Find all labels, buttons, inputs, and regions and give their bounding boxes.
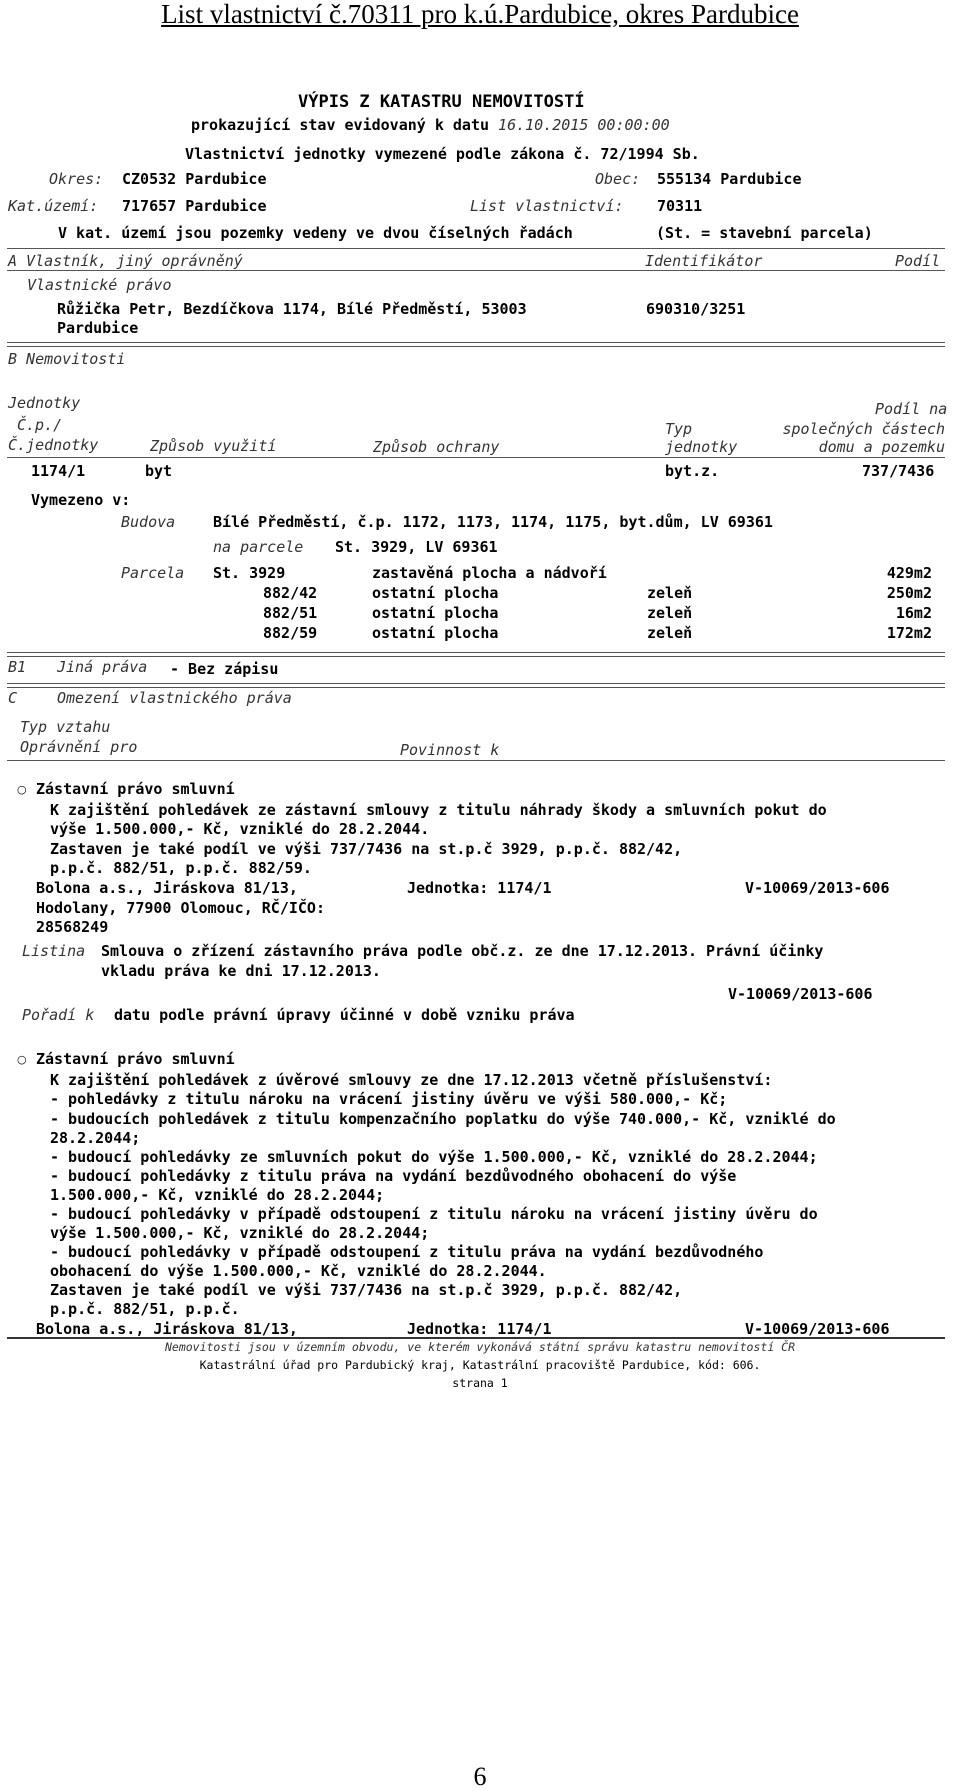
creditor-line: Hodolany, 77900 Olomouc, RČ/IČO: (36, 899, 325, 917)
doc-subtitle (191, 116, 670, 134)
divider (7, 683, 945, 688)
bullet-icon: ○ (17, 783, 27, 796)
col-share: Podíl (895, 252, 941, 270)
entry-unit: Jednotka: 1174/1 (407, 879, 552, 897)
parcel-label: Parcela (121, 564, 185, 582)
doc-subtitle-date: 16.10.2015 00:00:00 (498, 116, 670, 134)
okres-value: CZ0532 Pardubice (122, 170, 267, 188)
col-identifier: Identifikátor (645, 252, 763, 270)
entry-line: - budoucí pohledávky ze smluvních pokut do výše 1.500.000,- Kč, vzniklé do 28.2.2044; (50, 1148, 818, 1166)
parcel-area: 172m2 (886, 624, 932, 642)
entry-line: výše 1.500.000,- Kč, vzniklé do 28.2.2044. (50, 820, 430, 838)
obec-label: Obec: (595, 170, 641, 188)
section-c-heading: Omezení vlastnického práva (57, 689, 292, 707)
page-number: 6 (473, 1762, 487, 1791)
owner-name: Růžička Petr, Bezdíčkova 1174, Bílé Předměstí, 53003 (57, 300, 527, 318)
obec-value: 555134 Pardubice (657, 170, 802, 188)
col-type-1: Typ (665, 420, 693, 438)
defined-by-label: Vymezeno v: (31, 491, 131, 509)
parcel-area: 16m2 (895, 604, 932, 622)
listina-label: Listina (22, 942, 86, 960)
footer-line: Katastrální úřad pro Pardubický kraj, Katastrální pracoviště Pardubice, kód: 606. (199, 1358, 761, 1372)
divider (7, 342, 945, 347)
parcel-kind: ostatní plocha (372, 584, 499, 602)
col-unit: Č.jednotky (8, 436, 99, 454)
parcel-number: 882/42 (263, 584, 318, 602)
building-value: Bílé Předměstí, č.p. 1172, 1173, 1174, 1175, byt.dům, LV 69361 (213, 513, 773, 531)
katuzemi-label: Kat.území: (8, 197, 99, 215)
section-c-code: C (8, 689, 18, 707)
entry-line: - budoucích pohledávek z titulu kompenzačního poplatku do výše 740.000,- Kč, vzniklé do (50, 1110, 836, 1128)
parcel-kind: ostatní plocha (372, 624, 499, 642)
footer-line: Nemovitosti jsou v územním obvodu, ve kterém vykonává státní správu katastru nemovitostí ČR (164, 1340, 796, 1354)
parcel-number: 882/51 (263, 604, 318, 622)
entry-line: Zastaven je také podíl ve výši 737/7436 na st.p.č 3929, p.p.č. 882/42, (50, 840, 683, 858)
col-use: Způsob využití (150, 437, 277, 455)
unit-share: 737/7436 (862, 462, 935, 480)
section-b1-value: - Bez zápisu (170, 660, 279, 678)
entry-line: výše 1.500.000,- Kč, vzniklé do 28.2.2044; (50, 1224, 430, 1242)
col-type-2: jednotky (665, 438, 738, 456)
entry-line: 28.2.2044; (50, 1129, 141, 1147)
lv-value: 70311 (657, 197, 703, 215)
col-share-3: domu a pozemku (818, 438, 945, 456)
unit-type: byt.z. (665, 462, 720, 480)
entry-line: - budoucí pohledávky z titulu práva na vydání bezdůvodného obohacení do výše (50, 1167, 737, 1185)
col-protection: Způsob ochrany (373, 438, 500, 456)
ownership-right-label: Vlastnické právo (27, 276, 172, 294)
divider (7, 248, 945, 249)
entry-line: Zastaven je také podíl ve výši 737/7436 na st.p.č 3929, p.p.č. 882/42, (50, 1281, 683, 1299)
parcel-number: St. 3929 (213, 564, 286, 582)
building-label: Budova (121, 513, 176, 531)
creditor-line: 28568249 (36, 918, 109, 936)
unit-use: byt (145, 462, 173, 480)
entry-line: K zajištění pohledávek z úvěrové smlouvy ze dne 17.12.2013 včetně příslušenství: (50, 1071, 773, 1089)
entry-line: p.p.č. 882/51, p.p.č. (50, 1300, 240, 1318)
col-cp: Č.p./ (17, 416, 63, 434)
col-share-1: Podíl na (875, 400, 948, 418)
lv-label: List vlastnictví: (470, 197, 624, 215)
doc-subtitle-prefix: prokazující stav evidovaný k datu (191, 116, 490, 134)
owner-city: Pardubice (57, 319, 139, 337)
listina-line: vkladu práva ke dni 17.12.2013. (101, 962, 381, 980)
section-b-heading: B Nemovitosti (8, 350, 126, 368)
entry-line: - pohledávky z titulu nároku na vrácení jistiny úvěru ve výši 580.000,- Kč; (50, 1090, 728, 1108)
listina-ref: V-10069/2013-606 (728, 985, 873, 1003)
parcel-number: 882/59 (263, 624, 318, 642)
entry-line: 1.500.000,- Kč, vzniklé do 28.2.2044; (50, 1186, 385, 1204)
entry-line: - budoucí pohledávky v případě odstoupení z titulu nároku na vrácení jistiny úvěru do (50, 1205, 818, 1223)
entry-title: Zástavní právo smluvní (36, 1050, 235, 1068)
on-parcel-label: na parcele (213, 538, 304, 556)
parcel-protection: zeleň (647, 604, 693, 622)
footer-page: strana 1 (452, 1376, 508, 1390)
col-relation-type: Typ vztahu (20, 718, 111, 736)
col-share-2: společných částech (782, 420, 945, 438)
entry-line: - budoucí pohledávky v případě odstoupení z titulu práva na vydání bezdůvodného (50, 1243, 764, 1261)
katuzemi-value: 717657 Pardubice (122, 197, 267, 215)
parcel-kind: zastavěná plocha a nádvoří (372, 564, 607, 582)
order-label: Pořadí k (22, 1006, 95, 1024)
divider (7, 270, 945, 271)
parcel-area: 250m2 (886, 584, 932, 602)
parcel-kind: ostatní plocha (372, 604, 499, 622)
page-header: List vlastnictví č.70311 pro k.ú.Pardubice, okres Pardubice (161, 0, 799, 29)
section-a-heading: A Vlastník, jiný oprávněný (8, 252, 243, 270)
creditor-line: Bolona a.s., Jiráskova 81/13, (36, 879, 298, 897)
parcel-protection: zeleň (647, 624, 693, 642)
divider (7, 457, 945, 458)
divider (7, 760, 945, 761)
order-value: datu podle právní úpravy účinné v době vzniku práva (114, 1006, 575, 1024)
section-b1-heading: Jiná práva (57, 658, 148, 676)
entry-line: K zajištění pohledávek ze zástavní smlouvy z titulu náhrady škody a smluvních pokut do (50, 801, 827, 819)
entry-line: p.p.č. 882/51, p.p.č. 882/59. (50, 859, 312, 877)
col-entitled-for: Oprávnění pro (20, 738, 138, 756)
parcel-protection: zeleň (647, 584, 693, 602)
entry-unit: Jednotka: 1174/1 (407, 1320, 552, 1338)
section-b1-code: B1 (8, 658, 27, 676)
entry-ref: V-10069/2013-606 (745, 1320, 890, 1338)
two-series-note: V kat. území jsou pozemky vedeny ve dvou číselných řadách (58, 224, 573, 242)
footer-divider (7, 1337, 945, 1339)
creditor-line: Bolona a.s., Jiráskova 81/13, (36, 1320, 298, 1338)
parcel-area: 429m2 (886, 564, 932, 582)
two-series-note2: (St. = stavební parcela) (656, 224, 873, 242)
entry-title: Zástavní právo smluvní (36, 780, 235, 798)
col-duty: Povinnost k (400, 741, 500, 759)
ownership-law: Vlastnictví jednotky vymezené podle zákona č. 72/1994 Sb. (185, 145, 700, 163)
on-parcel-value: St. 3929, LV 69361 (335, 538, 498, 556)
doc-title: VÝPIS Z KATASTRU NEMOVITOSTÍ (298, 92, 585, 112)
units-label: Jednotky (8, 394, 81, 412)
bullet-icon: ○ (17, 1053, 27, 1066)
okres-label: Okres: (49, 170, 104, 188)
entry-line: obohacení do výše 1.500.000,- Kč, vzniklé do 28.2.2044. (50, 1262, 547, 1280)
unit-number: 1174/1 (31, 462, 86, 480)
entry-ref: V-10069/2013-606 (745, 879, 890, 897)
owner-identifier: 690310/3251 (646, 300, 746, 318)
listina-line: Smlouva o zřízení zástavního práva podle obč.z. ze dne 17.12.2013. Právní účinky (101, 942, 824, 960)
divider (7, 652, 945, 657)
